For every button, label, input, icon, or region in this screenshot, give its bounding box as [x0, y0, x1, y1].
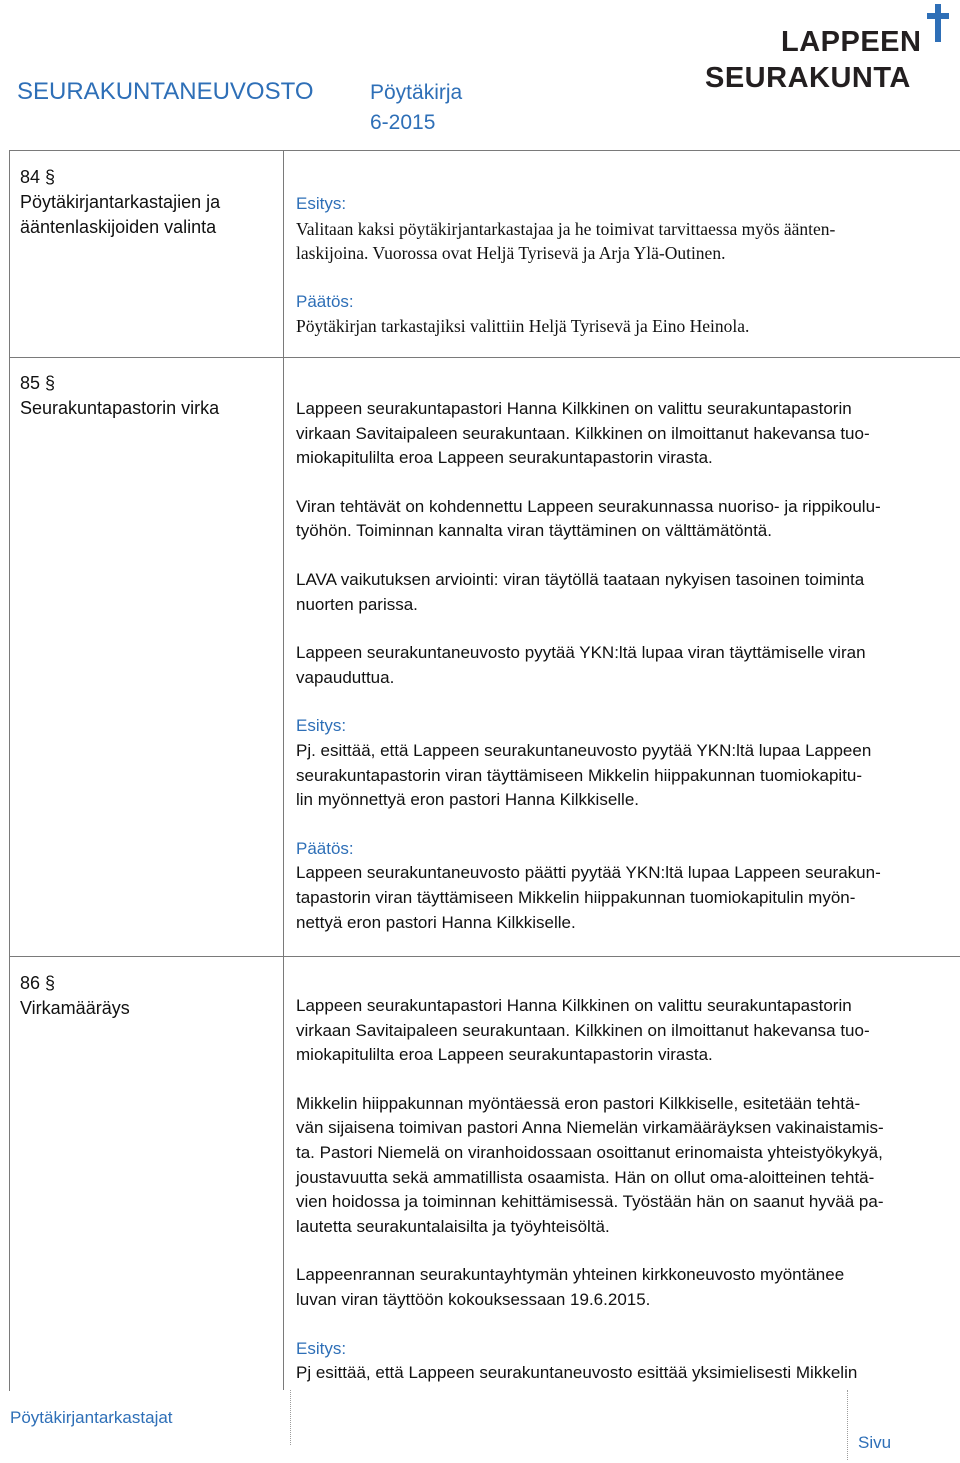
- body-line: tapastorin viran täyttämiseen Mikkelin hiippakunnan tuomiokapitulin myön-: [296, 887, 856, 907]
- proposal-label: Esitys:: [296, 1338, 347, 1358]
- logo-line1: LAPPEEN: [781, 26, 922, 58]
- body-line: Lappeen seurakuntaneuvosto päätti pyytää YKN:ltä lupaa Lappeen seurakun-: [296, 863, 881, 883]
- body-line: laskijoina. Vuorossa ovat Heljä Tyrisevä ja Arja Ylä-Outinen.: [296, 243, 726, 264]
- body-line: Lappeen seurakuntapastori Hanna Kilkkinen on valittu seurakuntapastorin: [296, 399, 852, 418]
- body-line: Mikkelin hiippakunnan myöntäessä eron pastori Kilkkiselle, esitetään tehtä-: [296, 1093, 861, 1113]
- body-line: seurakuntapastorin viran täyttämiseen Mikkelin hiippakunnan tuomiokapitu-: [296, 765, 863, 785]
- body-line: työhön. Toiminnan kannalta viran täyttäminen on välttämätöntä.: [296, 521, 772, 541]
- section-title: Pöytäkirjantarkastajien ja: [20, 192, 221, 212]
- section-84-body: [296, 192, 946, 339]
- signers-label: Pöytäkirjantarkastajat: [10, 1408, 173, 1427]
- body-line: Lappeen seurakuntaneuvosto pyytää YKN:ltä lupaa viran täyttämiselle viran: [296, 643, 866, 663]
- body-line: nuorten parissa.: [296, 594, 418, 614]
- body-line: lautetta seurakuntalaisilta ja työyhteisöltä.: [296, 1216, 610, 1236]
- body-line: LAVA vaikutuksen arviointi: viran täytöllä taataan nykyisen tasoinen toiminta: [296, 569, 865, 589]
- body-line: joustavuutta sekä ammatillista osaamista. Hän on ollut oma-aloitteinen tehtä-: [296, 1167, 875, 1187]
- body-line: nettyä eron pastori Hanna Kilkkiselle.: [296, 912, 576, 932]
- proposal-label: Esitys:: [296, 194, 347, 213]
- body-line: Pj esittää, että Lappeen seurakuntaneuvosto esittää yksimielisesti Mikkelin: [296, 1363, 858, 1383]
- body-line: miokapitulilta eroa Lappeen seurakuntapastorin virasta.: [296, 1045, 713, 1065]
- body-line: virkaan Savitaipaleen seurakuntaan. Kilkkinen on ilmoittanut hakevansa tuo-: [296, 423, 870, 443]
- section-number: 84 §: [20, 167, 56, 187]
- page-footer: [0, 1390, 960, 1463]
- body-line: Lappeen seurakuntapastori Hanna Kilkkinen on valittu seurakuntapastorin: [296, 996, 852, 1015]
- body-line: Lappeenrannan seurakuntayhtymän yhteinen kirkkoneuvosto myöntänee: [296, 1265, 845, 1285]
- cross-icon: [927, 4, 949, 42]
- document-title: [370, 78, 462, 138]
- page-label: Sivu: [858, 1433, 892, 1452]
- body-line: vän sijaisena toimivan pastori Anna Niemelän virkamääräyksen vakinaistamis-: [296, 1118, 884, 1138]
- row-divider: [9, 357, 960, 358]
- section-title: Virkamääräys: [20, 998, 130, 1018]
- section-84-heading: [20, 165, 220, 240]
- logo-line2: SEURAKUNTA: [705, 62, 911, 94]
- section-85-body: [296, 397, 946, 935]
- decision-label: Päätös:: [296, 291, 354, 311]
- row-divider: [9, 150, 960, 151]
- body-line: Valitaan kaksi pöytäkirjantarkastajaa ja he toimivat tarvittaessa myös äänten-: [296, 218, 836, 239]
- section-number: 86 §: [20, 973, 56, 993]
- section-title: Seurakuntapastorin virka: [20, 398, 220, 418]
- row-divider: [9, 956, 960, 957]
- section-85-heading: [20, 371, 219, 421]
- parish-logo: [705, 4, 950, 96]
- org-title: SEURAKUNTANEUVOSTO: [17, 78, 314, 105]
- section-title: ääntenlaskijoiden valinta: [20, 217, 217, 237]
- body-line: luvan viran täyttöön kokouksessaan 19.6.2015.: [296, 1289, 651, 1309]
- section-86-heading: [20, 971, 130, 1021]
- document-type: Pöytäkirja: [370, 81, 463, 104]
- body-line: virkaan Savitaipaleen seurakuntaan. Kilkkinen on ilmoittanut hakevansa tuo-: [296, 1020, 870, 1040]
- document-number: 6-2015: [370, 111, 436, 134]
- body-line: vien hoidossa ja toiminnan kehittämisessä. Työstään hän on saanut hyvää pa-: [296, 1192, 884, 1212]
- column-divider: [283, 150, 284, 1390]
- body-line: Viran tehtävät on kohdennettu Lappeen seurakunnassa nuoriso- ja rippikoulu-: [296, 496, 881, 516]
- body-line: Pöytäkirjan tarkastajiksi valittiin Heljä Tyrisevä ja Eino Heinola.: [296, 316, 750, 337]
- decision-label: Päätös:: [296, 838, 354, 858]
- body-line: miokapitulilta eroa Lappeen seurakuntapastorin virasta.: [296, 448, 713, 468]
- signature-area: [290, 1390, 811, 1445]
- body-line: ta. Pastori Niemelä on viranhoidossaan osoittanut erinomaista yhteistyökykyä,: [296, 1142, 883, 1162]
- proposal-label: Esitys:: [296, 716, 347, 736]
- body-line: vapauduttua.: [296, 667, 395, 687]
- section-number: 85 §: [20, 373, 56, 393]
- section-86-body: [296, 994, 946, 1386]
- body-line: Pj. esittää, että Lappeen seurakuntaneuvosto pyytää YKN:ltä lupaa Lappeen: [296, 740, 872, 760]
- body-line: lin myönnettyä eron pastori Hanna Kilkkiselle.: [296, 790, 640, 810]
